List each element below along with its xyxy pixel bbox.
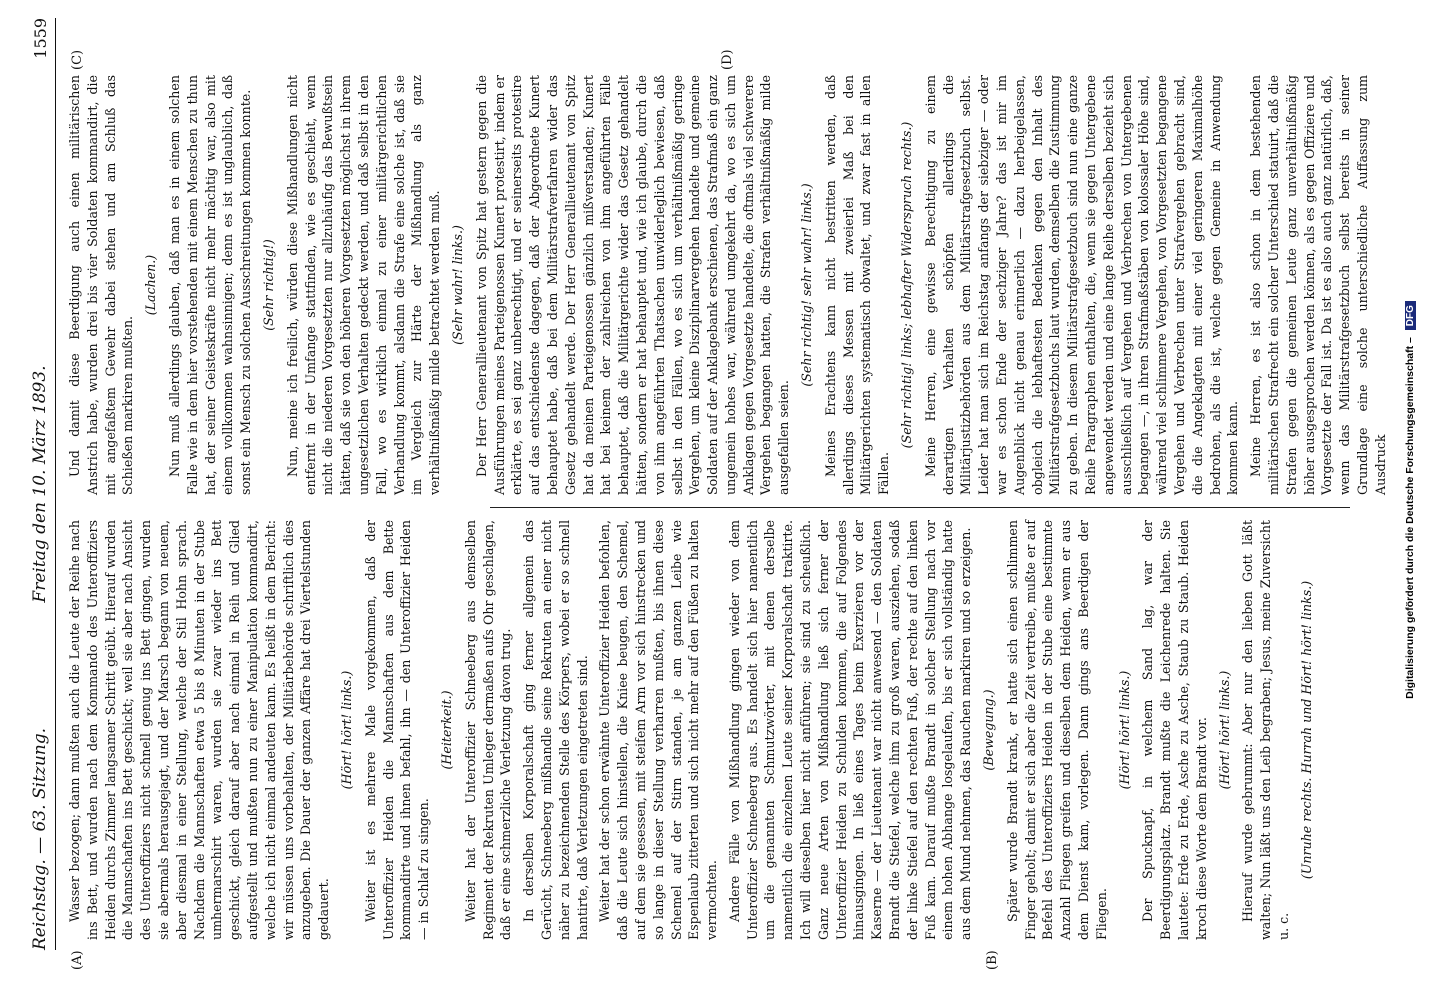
paragraph: Der Herr Generallieutenant von Spitz hat gestern gegen die Ausführungen meines Parteigenossen Kunert protestirt, indem er erklärte, es sei ganz unberechtigt, und er seinerseits protestire auf das entschiedenste dagegen, daß der Abgeordnete Kunert behauptet habe, daß bei dem Militärstrafverfahren wider das Gesetz gehandelt werde. Der Herr Generallieutenant von Spitz hat da meinen Parteigenossen gänzlich mißverstanden; Kunert hat bei keinem der zahlreichen von ihm angeführten Fälle behauptet, daß die Militärgerichte wider das Gesetz gehandelt hätten, sondern er hat behauptet und, wie ich glaube, durch die von ihm angeführten Thatsachen unwiderleglich bewiesen, daß selbst in den Fällen, wo es sich um verhältnißmäßig geringe Vergehen, um kleine Disziplinarvergehen handelte und gemeine Soldaten auf der Anklagebank erschienen, das Strafmaß ein ganz ungemein hohes war, während umgekehrt da, wo es sich um Anklagen gegen Vorgesetzte handelte, die oftmals viel schwerere Vergehen begangen hatten, die Strafen verhältnißmäßig milde ausgefallen seien. [473, 75, 792, 495]
paragraph: Später wurde Brandt krank, er hatte sich einen schlimmen Finger geholt; damit er sich aber die Zeit vertreibe, mußte er auf Befehl des Unteroffiziers Heiden in der Stube eine bestimmte Anzahl Fliegen greifen und dieselben dem Heiden, wenn er aus dem Dienst kam, vorlegen. Dann gings ans Beerdigen der Fliegen. [1004, 520, 1109, 940]
header-session: Reichstag. — 63. Sitzung. [30, 727, 50, 950]
paragraph: Wasser bezogen; dann mußten auch die Leute der Reihe nach ins Bett, und wurden nach dem Kommando des Unteroffiziers Heiden durchs Zimmer langsamer Schritt geübt. Hierauf wurden die Mannschaften ins Bett geschickt; weil sie aber nach Ansicht des Unteroffiziers nicht schnell genug ins Bett gingen, wurden sie abermals herausgejagt, und der Marsch begann von neuem, aber diesmal in einer Stellung, welche der Stil Hohn sprach. Nachdem die Mannschaften etwa 5 bis 8 Minuten in der Stube umhermarschirt waren, wurden sie zwar wieder ins Bett geschickt, gleich darauf aber nach einmal in Reih und Glied aufgestellt und mußten nun zu einer Manipulation kommandirt, welche ich nicht einmal andeuten kann. Es heißt in dem Bericht: wir müssen uns vorbehalten, der Militärbehörde schriftlich dies anzugeben. Die Dauer der ganzen Affäre hat drei Viertelstunden gedauert. [67, 520, 332, 940]
column-divider [490, 507, 1350, 508]
header-rule [55, 18, 56, 950]
paragraph: Nun, meine ich freilich, würden diese Mißhandlungen nicht entfernt in der Umfange stattfinden, wie es geschieht, wenn nicht die niederen Vorgesetzten nur allzuhäufig das Bewußtsein hätten, daß sie von den höheren Vorgesetzten möglichst in ihrem ungesetzlichen Verhalten gedeckt werden, und daß selbst in den Fall, wo es wirklich einmal zu einer militärgerichtlichen Verhandlung kommt, alsdann die Strafe eine solche ist, daß sie im Vergleich zur Härte der Mißhandlung als ganz verhältnißmäßig milde betrachtet werden muß. [284, 75, 443, 495]
right-column [66, 75, 1388, 495]
page-number: 1559 [31, 18, 50, 59]
paragraph: Und damit diese Beerdigung auch einen militärischen Anstrich habe, wurden drei bis vier Soldaten kommandirt, die mit angefaßtem Gewehr dabei stehen und am Schluß das Schießen markiren mußten. [67, 75, 136, 495]
interjection: (Sehr richtig! sehr wahr! links.) [799, 183, 815, 387]
footer-credit [1404, 30, 1428, 970]
paragraph: Der Spucknapf, in welchem Sand lag, war der Beerdigungsplatz. Brandt mußte die Leichenrede halten. Sie lautete: Erde zu Erde, Asche zu Asche, Staub zu Staub. Heiden kroch diese Worte dem Brandt vor. [1140, 520, 1209, 940]
marker-a: (A) [70, 950, 85, 970]
paragraph: In derselben Korporalschaft ging ferner allgemein das Gerücht, Schneeberg mißhandle seine Rekruten an einer nicht näher zu bezeichnenden Stelle des Körpers, wobei er so schnell hantirte, daß Verletzungen eingetreten sind. [521, 520, 590, 940]
dfg-logo: DFG [1405, 301, 1416, 330]
interjection: (Hört! hört! links.) [1116, 670, 1132, 790]
paragraph: Nun muß allerdings glauben, daß man es in einem solchen Falle wie in dem hier vorstehenden mit einem Menschen zu thun hat, der seiner Geisteskräfte nicht mehr mächtig war, also mit einem vollkommen wahnsinnigen; denn es ist unglaublich, daß sonst ein Mensch zu solchen Ausschreitungen kommen konnte. [166, 75, 254, 495]
paragraph: Meine Herren, eine gewisse Berechtigung zu einem derartigen Verhalten schöpfen allerdings die Militärjustizbehörden aus dem Militärstrafgesetzbuch selbst. Leider hat man sich im Reichstag anfangs der siebziger — oder war es schon Ende der sechziger Jahre? das ist mir im Augenblick nicht genau erinnerlich — dazu herbeigelassen, obgleich die lebhaftesten Bedenken gegen den Inhalt des Militärstrafgesetzbuchs laut wurden, demselben die Zustimmung zu geben. In diesem Militärstrafgesetzbuch sind nun eine ganze Reihe Paragraphen enthalten, die, wenn sie gegen Untergebene angewendet werden und eine lange Reihe derselben bezieht sich ausschließlich auf Vergehen und Verbrechen von Untergebenen begangen —, in ihren Strafmaßstäben von kolossaler Höhe sind, während viel schlimmere Vergehen, von Vorgesetzten begangene Vergehen und Verbrechen unter Strafvergehen gebracht sind, die die Angeklagten mit einer viel geringeren Maximalhöhe bedrohen, als die ist, welche gegen Gemeine in Anwendung kommen kann. [922, 75, 1241, 495]
marker-d: (D) [720, 49, 735, 70]
interjection: (Sehr richtig! links; lebhafter Widerspruch rechts.) [899, 121, 915, 449]
paragraph: Weiter hat der schon erwähnte Unteroffizier Heiden befohlen, daß die Leute sich hinstellen, die Kniee beugen, den Schemel, auf dem sie gesessen, mit steifem Arm vor sich hinstrecken und so lange in dieser Stellung verharren mußten, bis ihnen diese Schemel auf der Stirn standen, je am ganzen Leibe wie Espenlaub zitterten und sich nicht mehr auf den Füßen zu halten vermochten. [597, 520, 720, 940]
interjection: (Lachen.) [143, 254, 159, 316]
marker-b: (B) [985, 950, 1000, 970]
paragraph: Meine Herren, es ist also schon in dem bestehenden militärischen Strafrecht ein solcher Unterschied statuirt, daß die Strafen gegen die gemeinen Leute ganz unverhältnißmäßig höher ausgesprochen werden können, als es gegen Offiziere und Vorgesetzte der Fall ist. Da ist es also auch ganz natürlich, daß, wenn das Militärstrafgesetzbuch selbst bereits in seiner Grundlage eine solche unterschiedliche Auffassung zum Ausdruck [1248, 75, 1388, 495]
interjection: (Sehr richtig!) [260, 239, 276, 331]
page-header [18, 18, 56, 950]
paragraph: Weiter hat der Unteroffizier Schneeberg aus demselben Regiment der Rekruten Umleger dermaßen aufs Ohr geschlagen, daß er eine schmerzliche Verletzung davon trug. [462, 520, 514, 940]
footer-text: Digitalisierung gefördert durch die Deutsche Forschungsgemeinschaft – [1404, 337, 1416, 699]
left-column [66, 520, 1346, 940]
interjection: (Unruhe rechts. Hurrah und Hört! hört! links.) [1298, 580, 1314, 880]
interjection: (Bewegung.) [981, 689, 997, 771]
paragraph: Andere Fälle von Mißhandlung gingen wieder von dem Unteroffizier Schneeberg aus. Es handelt sich hier namentlich um die genannten Schmutzwörter, mit denen derselbe namentlich die einzelnen Leute seiner Korporalschaft traktirte. Ich will dieselben hier nicht anführen; sie sind zu scheußlich. Ganz neue Arten von Mißhandlung ließ sich ferner der Unteroffizier Heiden zu Schulden kommen, die auf Folgendes hinausgingen. In ließ eines Tages beim Exerzieren vor der Kaserne — der Lieutenant war nicht anwesend — den Soldaten Brandt die Stiefel, welche ihm zu groß waren, ausziehen, sodaß der linke Stiefel auf den rechten Fuß, der rechte auf den linken Fuß kam. Darauf mußte Brandt in solcher Stellung nach vor einem hohen Abhange losgelaufen, bis er sich vollständig hatte aus dem Mund nehmen, das Rauchen markiren und so erzeigen. [726, 520, 974, 940]
paragraph: Meines Erachtens kann nicht bestritten werden, daß allerdings dieses Messen mit zweierlei Maß bei den Militärgerichten systematisch obwaltet, und zwar fast in allen Fällen. [822, 75, 892, 495]
header-date: Freitag den 10. März 1893. [30, 365, 50, 603]
interjection: (Heiterkeit.) [438, 690, 454, 770]
paragraph: Hierauf wurde gebrummt: Aber nur den lieben Gott läßt walten; Nun läßt uns den Leib begraben; Jesus, meine Zuversicht u. c. [1240, 520, 1291, 940]
interjection: (Sehr wahr! links.) [449, 225, 465, 345]
interjection: (Hört! hört! links.) [338, 670, 354, 790]
marker-c: (C) [70, 49, 85, 70]
paragraph: Weiter ist es mehrere Male vorgekommen, daß der Unteroffizier Heiden die Mannschaften aus dem Bette kommandirte und ihnen befahl, ihn — den Unteroffizier Heiden — in Schlaf zu singen. [362, 520, 432, 940]
interjection: (Hört! hört! links.) [1216, 670, 1232, 790]
